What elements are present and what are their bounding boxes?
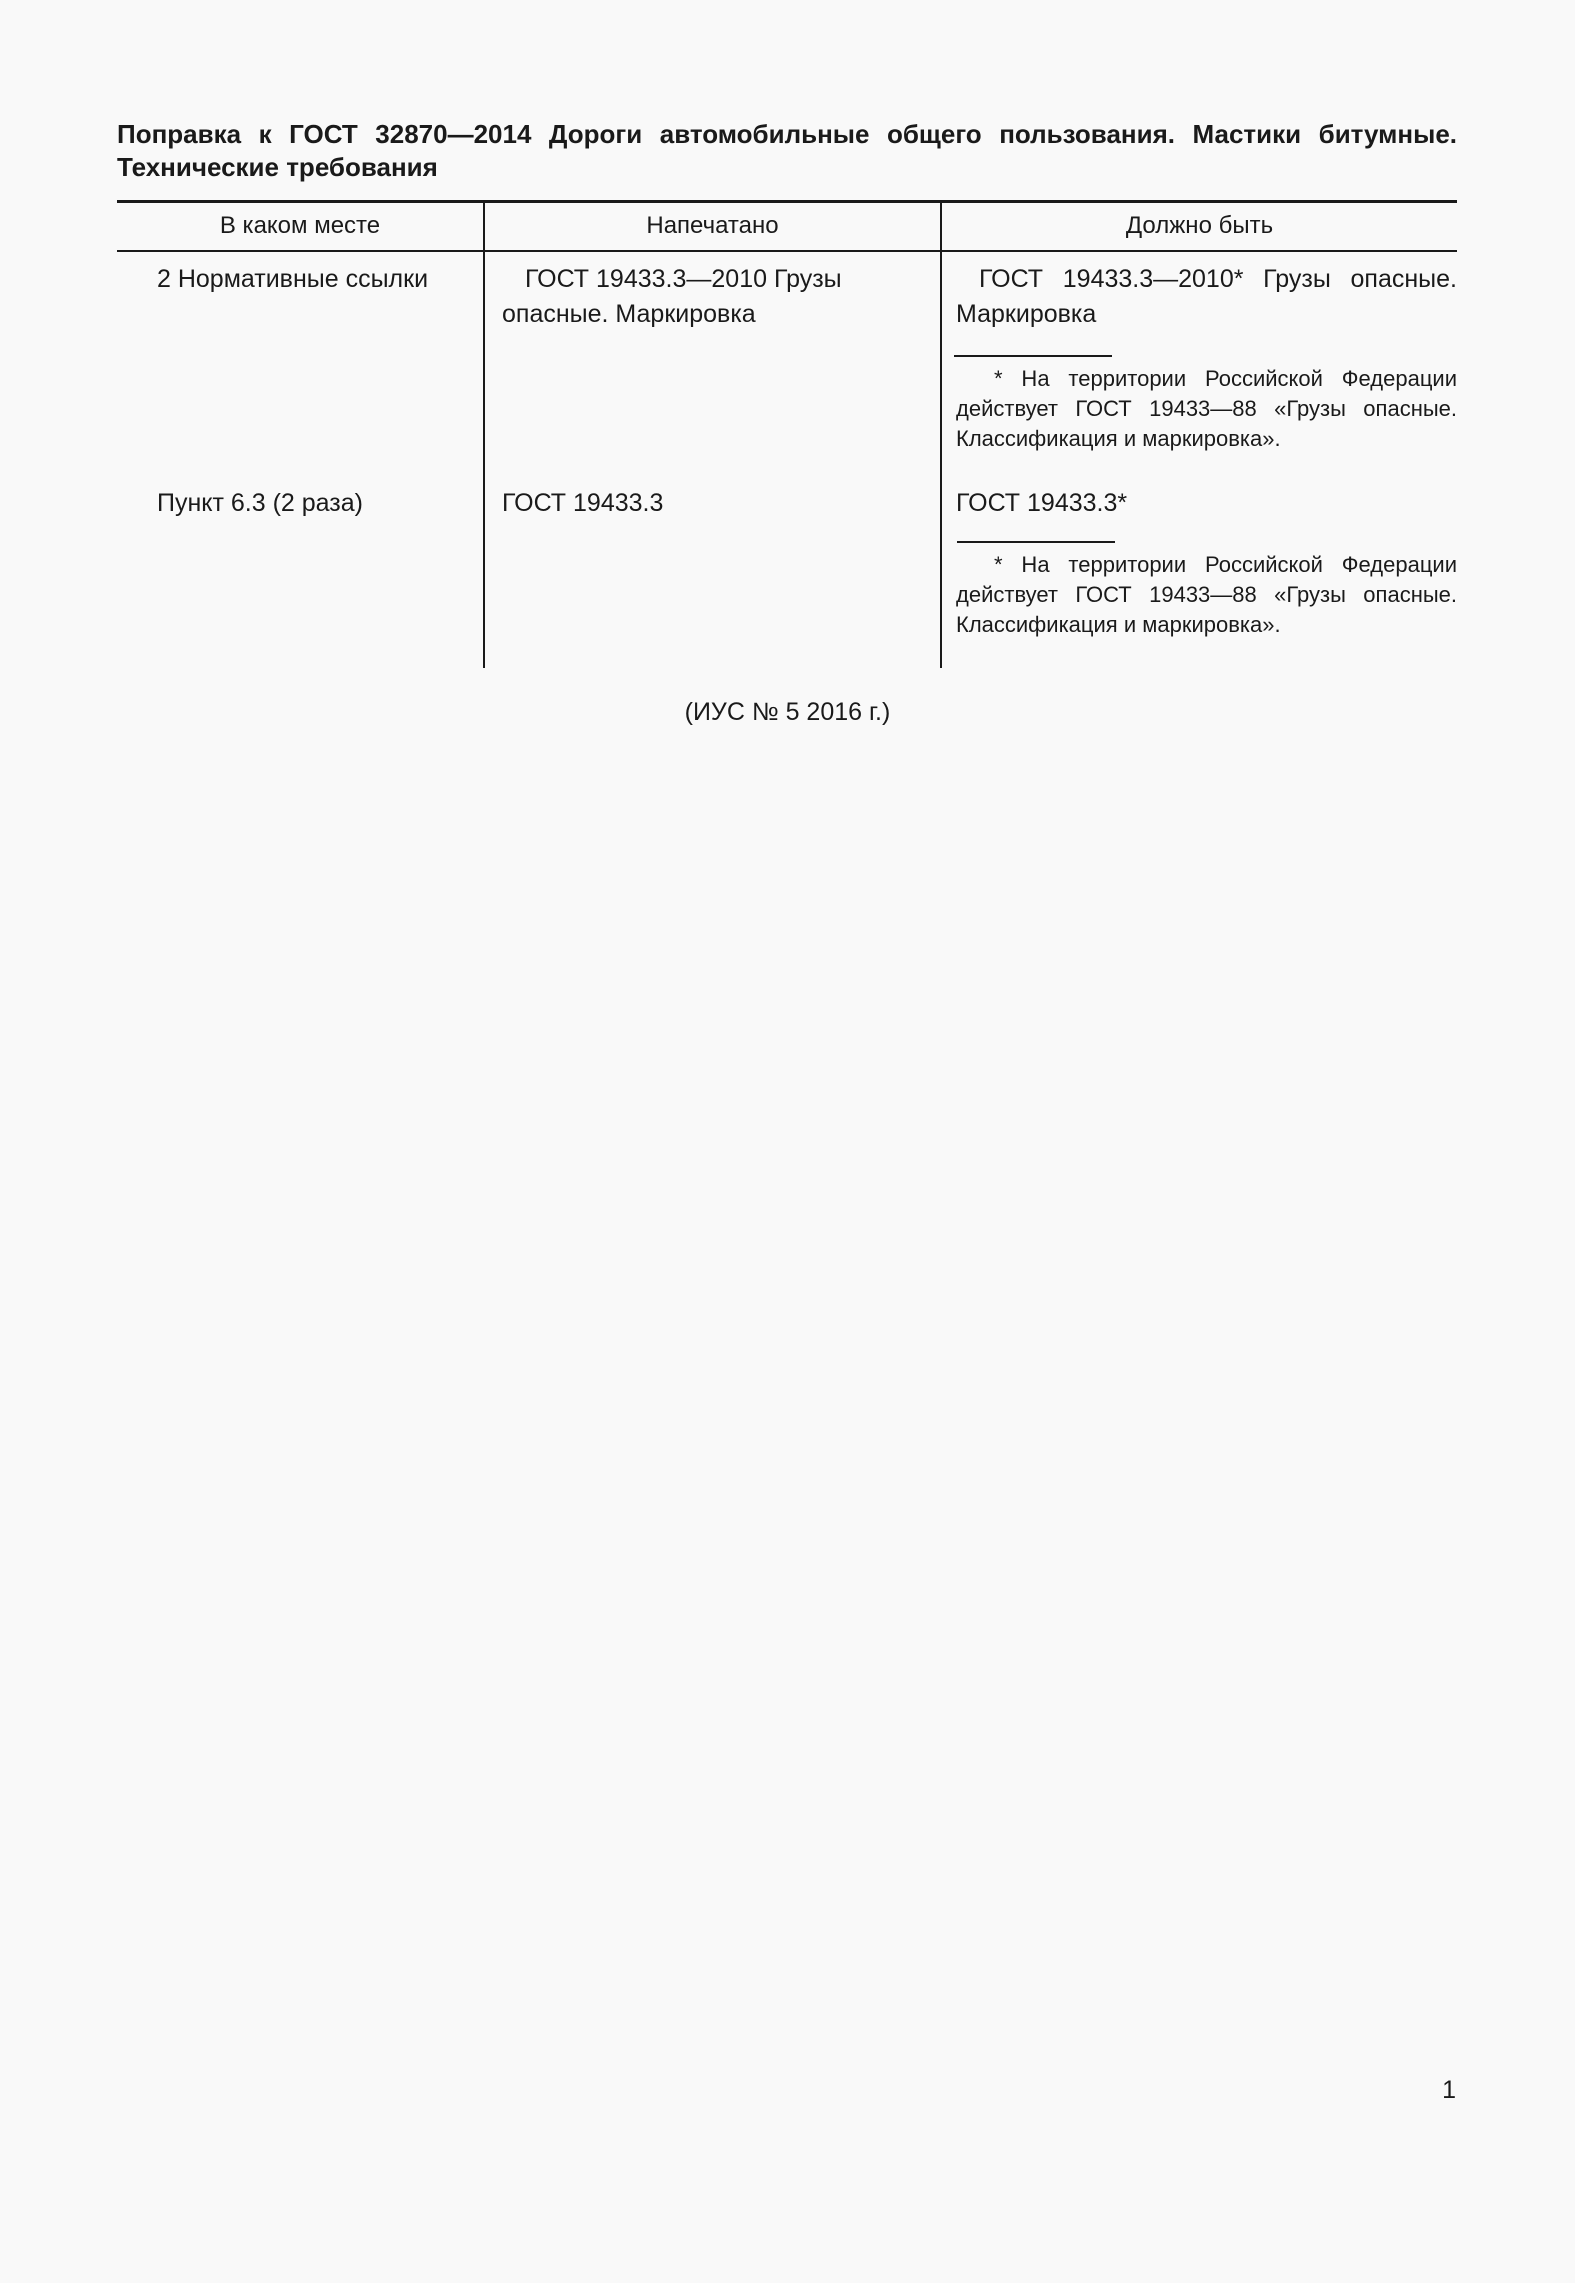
- footnote-rule: [954, 355, 1112, 357]
- document-title: Поправка к ГОСТ 32870—2014 Дороги автомобильные общего пользования. Мастики битумные. Технические требования: [117, 119, 1457, 182]
- row2-footnote: * На территории Российской Федерации действует ГОСТ 19433—88 «Грузы опасные. Классификация и маркировка».: [956, 552, 1457, 637]
- row1-should-be: ГОСТ 19433.3—2010* Грузы опасные. Маркировка: [956, 265, 1457, 328]
- page-number: 1: [1442, 2076, 1456, 2104]
- row1-printed: ГОСТ 19433.3—2010 Грузы опасные. Маркировка: [502, 265, 842, 328]
- row1-place: 2 Нормативные ссылки: [157, 265, 429, 293]
- row2-should-be: ГОСТ 19433.3*: [956, 489, 1128, 517]
- header-should-be: Должно быть: [1125, 212, 1274, 239]
- row2-place: Пункт 6.3 (2 раза): [157, 489, 363, 517]
- table-top-rule: [117, 200, 1457, 203]
- corrections-table: [117, 200, 1457, 668]
- header-printed: Напечатано: [646, 212, 779, 239]
- source-note: (ИУС № 5 2016 г.): [684, 698, 891, 726]
- column-divider: [940, 202, 942, 668]
- column-divider: [483, 202, 485, 668]
- row2-printed: ГОСТ 19433.3: [502, 489, 664, 517]
- table-header-rule: [117, 250, 1457, 252]
- header-place: В каком месте: [219, 212, 381, 239]
- row1-footnote: * На территории Российской Федерации действует ГОСТ 19433—88 «Грузы опасные. Классификация и маркировка».: [956, 366, 1457, 451]
- footnote-rule: [957, 541, 1115, 543]
